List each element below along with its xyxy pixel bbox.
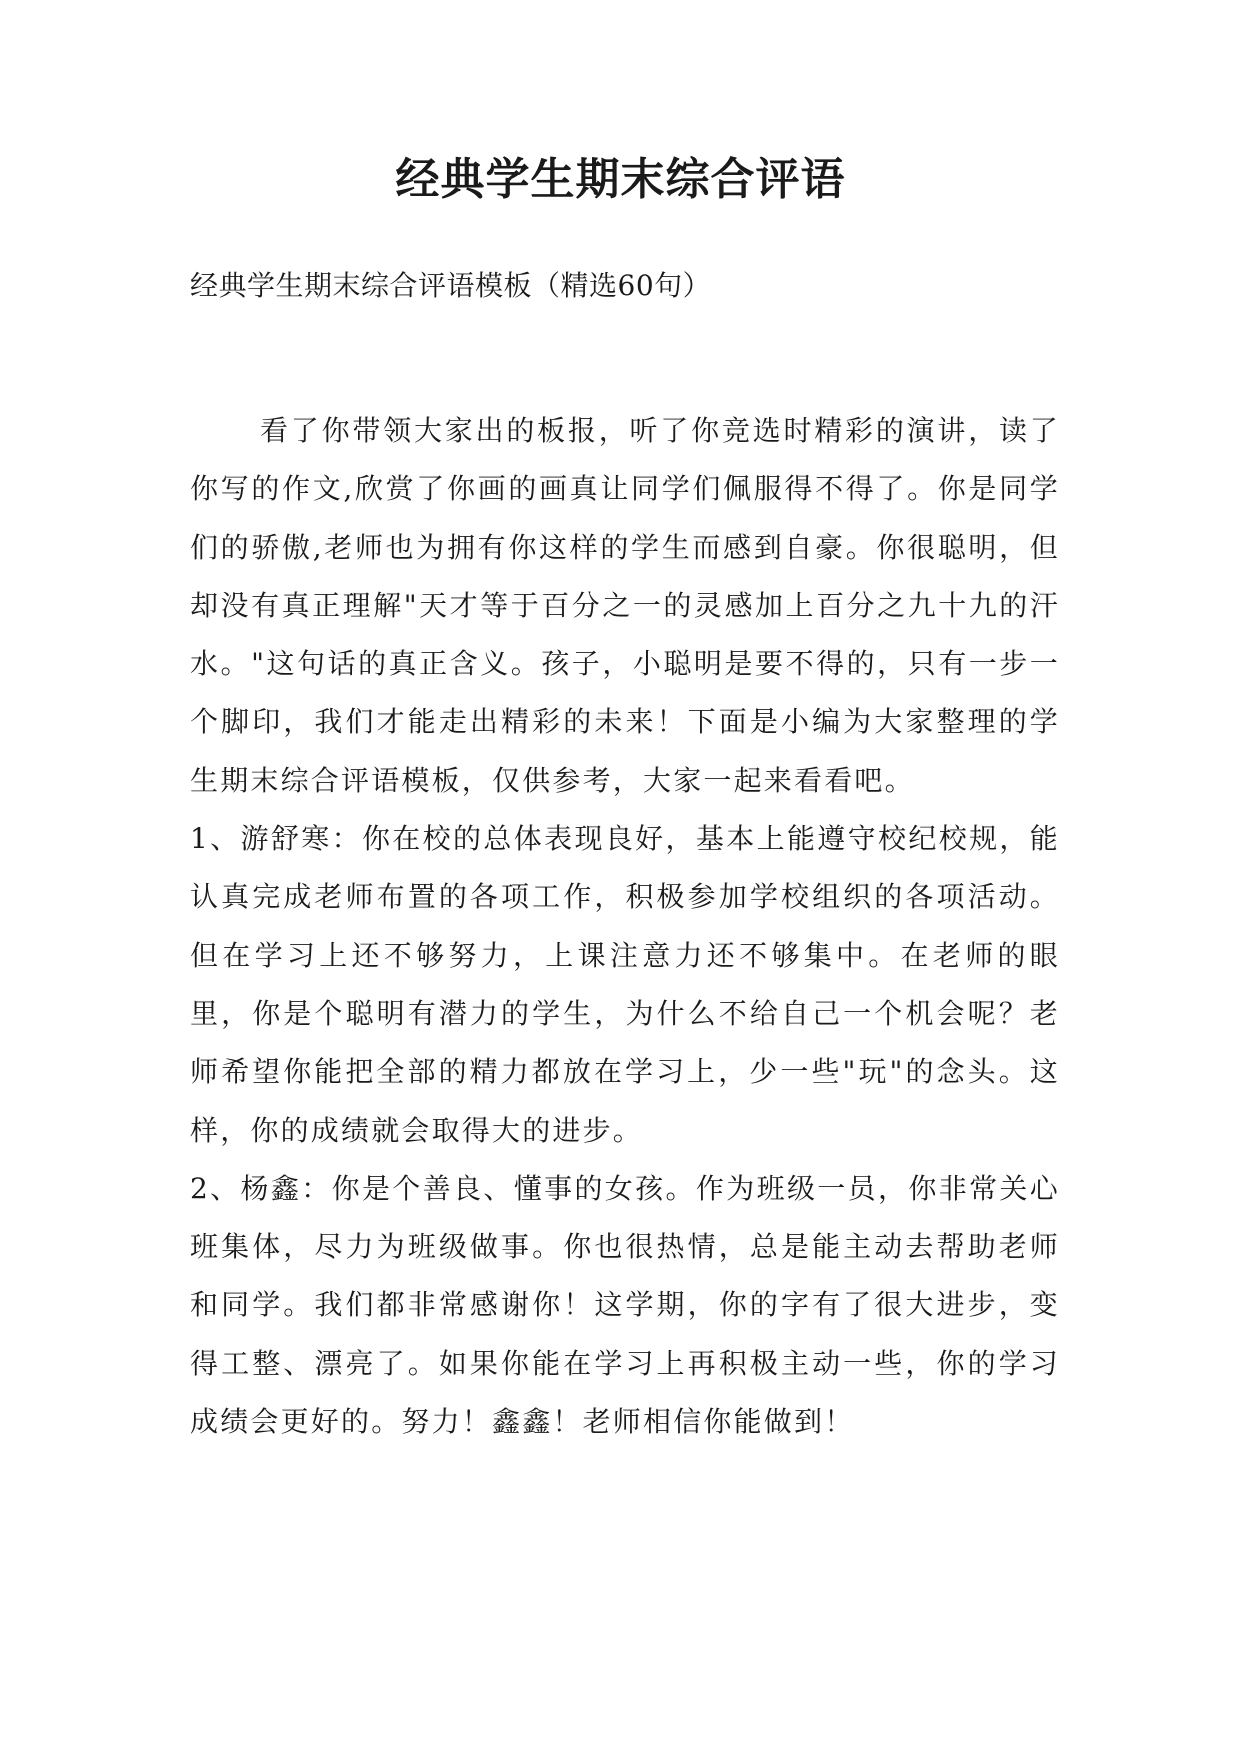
document-body <box>190 402 1060 1451</box>
comment-item: 1、游舒寒：你在校的总体表现良好，基本上能遵守校纪校规，能认真完成老师布置的各项工作，积极参加学校组织的各项活动。但在学习上还不够努力，上课注意力还不够集中。在老师的眼里，你是个聪明有潜力的学生，为什么不给自己一个机会呢？老师希望你能把全部的精力都放在学习上，少一些"玩"的念头。这样，你的成绩就会取得大的进步。 <box>190 822 1060 1147</box>
document-title: 经典学生期末综合评语 <box>395 154 846 205</box>
intro-paragraph: 看了你带领大家出的板报，听了你竞选时精彩的演讲，读了你写的作文,欣赏了你画的画真让同学们佩服得不得了。你是同学们的骄傲,老师也为拥有你这样的学生而感到自豪。你很聪明，但却没有真正理解"天才等于百分之一的灵感加上百分之九十九的汗水。"这句话的真正含义。孩子，小聪明是要不得的，只有一步一个脚印，我们才能走出精彩的未来！下面是小编为大家整理的学生期末综合评语模板，仅供参考，大家一起来看看吧。 <box>190 414 1060 797</box>
document-subtitle: 经典学生期末综合评语模板（精选60句） <box>190 269 712 302</box>
comment-item: 2、杨鑫：你是个善良、懂事的女孩。作为班级一员，你非常关心班集体，尽力为班级做事。你也很热情，总是能主动去帮助老师和同学。我们都非常感谢你！这学期，你的字有了很大进步，变得工整、漂亮了。如果你能在学习上再积极主动一些，你的学习成绩会更好的。努力！鑫鑫！老师相信你能做到！ <box>190 1171 1060 1439</box>
